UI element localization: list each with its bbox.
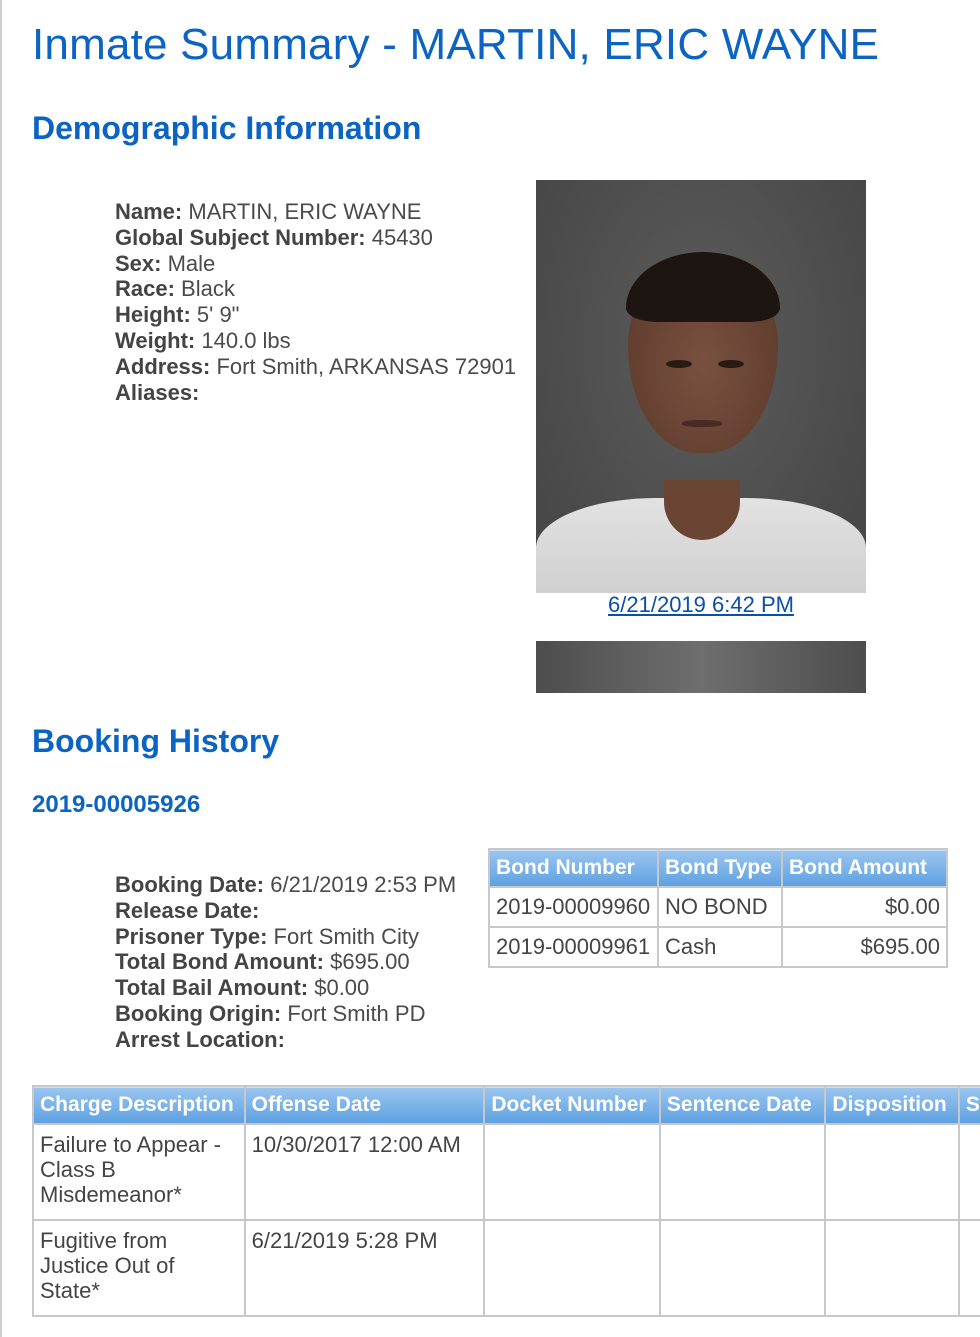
gsn-value: 45430 [371, 224, 433, 250]
bond-number-header: Bond Number [490, 850, 657, 886]
total-bond-row [115, 949, 456, 975]
race-value: Black [181, 276, 235, 302]
race-label: Race: [115, 276, 175, 302]
bond-number-cell: 2019-00009960 [490, 888, 657, 926]
docket-number-cell [485, 1221, 659, 1315]
booking-history-heading: Booking History [32, 723, 280, 759]
bond-type-cell: NO BOND [659, 888, 781, 926]
charges-header-row [34, 1087, 980, 1123]
release-date-label: Release Date: [115, 897, 260, 923]
height-value: 5' 9" [196, 302, 240, 328]
sex-label: Sex: [115, 250, 162, 276]
booking-date-row [115, 872, 456, 898]
bond-type-cell: Cash [659, 928, 781, 966]
aliases-row [115, 380, 516, 406]
booking-date-value: 6/21/2019 2:53 PM [270, 872, 457, 897]
gsn-label: Global Subject Number: [115, 224, 366, 250]
bond-amount-cell: $695.00 [783, 928, 946, 966]
arrest-location-label: Arrest Location: [115, 1026, 285, 1052]
mugshot-photo[interactable] [536, 180, 866, 593]
truncated-cell [960, 1125, 980, 1219]
sex-value: Male [167, 250, 216, 276]
address-row [115, 354, 516, 380]
bond-row [490, 928, 946, 966]
secondary-photo-thumbnail[interactable] [536, 641, 866, 693]
bond-number-cell: 2019-00009961 [490, 928, 657, 966]
docket-number-cell [485, 1125, 659, 1219]
name-value: MARTIN, ERIC WAYNE [188, 199, 422, 224]
charge-description-header: Charge Description [34, 1087, 244, 1123]
offense-date-cell: 6/21/2019 5:28 PM [246, 1221, 484, 1315]
booking-origin-row [115, 1001, 456, 1027]
disposition-cell [826, 1221, 957, 1315]
disposition-cell [826, 1125, 957, 1219]
prisoner-type-value: Fort Smith City [273, 923, 420, 949]
total-bond-value: $695.00 [330, 949, 410, 975]
booking-date-label: Booking Date: [115, 872, 265, 897]
arrest-location-row [115, 1027, 456, 1053]
booking-origin-value: Fort Smith PD [287, 1000, 426, 1026]
release-date-row [115, 898, 456, 924]
photo-hair [626, 252, 780, 322]
page-title: Inmate Summary - MARTIN, ERIC WAYNE [32, 20, 880, 69]
sentence-date-header: Sentence Date [661, 1087, 825, 1123]
offense-date-header: Offense Date [246, 1087, 484, 1123]
truncated-header: S [960, 1087, 980, 1123]
height-row [115, 302, 516, 328]
address-label: Address: [115, 353, 211, 379]
bond-row [490, 888, 946, 926]
booking-origin-label: Booking Origin: [115, 1000, 282, 1026]
charge-description-cell: Failure to Appear - Class B Misdemeanor* [34, 1125, 244, 1219]
prisoner-type-label: Prisoner Type: [115, 923, 268, 949]
name-label: Name: [115, 199, 183, 224]
weight-row [115, 328, 516, 354]
prisoner-type-row [115, 924, 456, 950]
aliases-label: Aliases: [115, 379, 200, 405]
photo-mouth [682, 420, 722, 427]
name-row [115, 199, 516, 225]
docket-number-header: Docket Number [485, 1087, 659, 1123]
truncated-cell [960, 1221, 980, 1315]
bond-type-header: Bond Type [659, 850, 781, 886]
page-left-border [0, 0, 2, 1337]
charge-row [34, 1221, 980, 1315]
gsn-row [115, 225, 516, 251]
charge-row [34, 1125, 980, 1219]
photo-right-eye [718, 360, 744, 368]
bond-amount-header: Bond Amount [783, 850, 946, 886]
weight-value: 140.0 lbs [201, 327, 291, 353]
sentence-date-cell [661, 1125, 825, 1219]
demographic-heading: Demographic Information [32, 110, 422, 146]
offense-date-cell: 10/30/2017 12:00 AM [246, 1125, 484, 1219]
total-bail-value: $0.00 [314, 975, 370, 1001]
photo-left-eye [666, 360, 692, 368]
photo-date-link[interactable]: 6/21/2019 6:42 PM [608, 592, 794, 617]
height-label: Height: [115, 302, 191, 328]
address-value: Fort Smith, ARKANSAS 72901 [216, 353, 517, 379]
sex-row [115, 251, 516, 277]
total-bail-row [115, 975, 456, 1001]
total-bond-label: Total Bond Amount: [115, 949, 324, 975]
booking-number: 2019-00005926 [32, 791, 201, 818]
charge-description-cell: Fugitive from Justice Out of State* [34, 1221, 244, 1315]
weight-label: Weight: [115, 327, 196, 353]
race-row [115, 276, 516, 302]
bond-amount-cell: $0.00 [783, 888, 946, 926]
booking-info [115, 872, 456, 1053]
bond-table [488, 848, 948, 968]
sentence-date-cell [661, 1221, 825, 1315]
total-bail-label: Total Bail Amount: [115, 975, 309, 1001]
disposition-header: Disposition [826, 1087, 957, 1123]
charges-table [32, 1085, 980, 1317]
bond-header-row [490, 850, 946, 886]
demographic-info [115, 199, 516, 405]
